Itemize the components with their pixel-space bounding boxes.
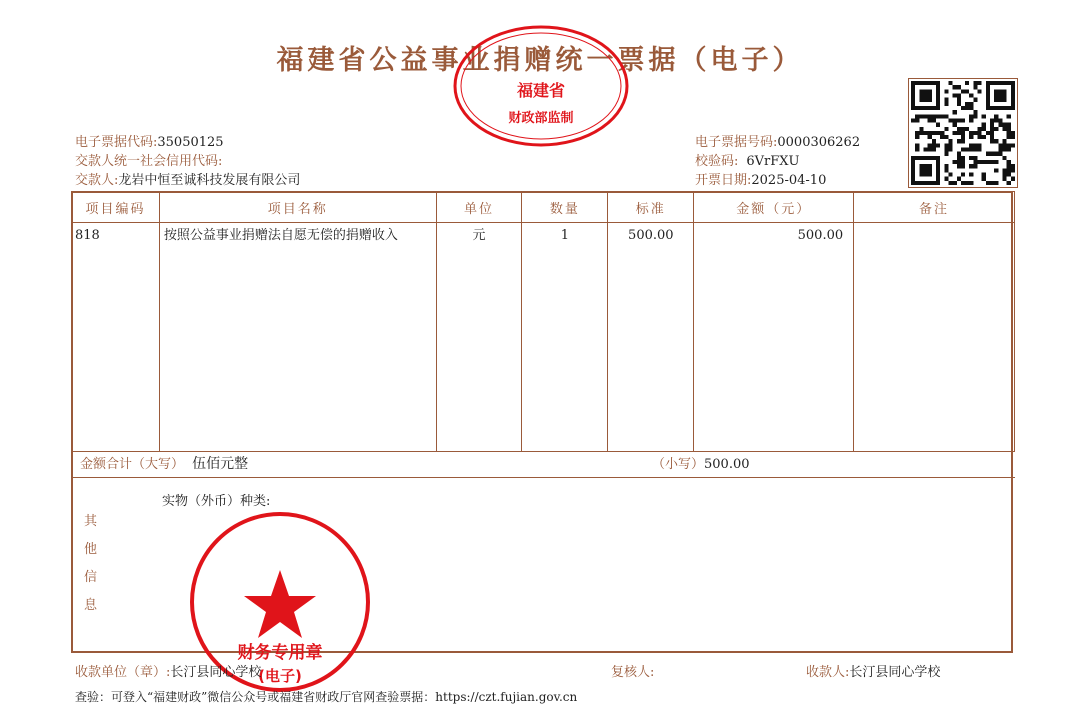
col-header-std: 标准 [608, 192, 694, 223]
col-header-unit: 单位 [436, 192, 522, 223]
table-row [72, 223, 1015, 452]
col-header-code: 项目编码 [72, 192, 160, 223]
total-divider [71, 477, 1015, 478]
payer-label: 交款人: [75, 173, 119, 188]
cell-note [854, 223, 1015, 452]
ticket-number-line [695, 134, 860, 151]
col-header-qty: 数量 [522, 192, 608, 223]
seal-star-icon [244, 570, 316, 638]
qr-code [908, 78, 1018, 188]
seal-center-text: 福建省 [516, 81, 566, 100]
check-code-value: 6VrFXU [746, 154, 800, 169]
check-code-label: 校验码: [695, 154, 739, 169]
cell-amount: 500.00 [694, 223, 854, 452]
check-code-line [695, 153, 800, 170]
total-upper-label: 金额合计（大写） [80, 457, 185, 472]
reviewer-line [611, 661, 654, 680]
ticket-code-value: 35050125 [157, 135, 224, 150]
issue-date-line [695, 172, 826, 189]
col-header-note: 备注 [854, 192, 1015, 223]
payer-value: 龙岩中恒至诚科技发展有限公司 [118, 173, 301, 188]
payee-unit-label: 收款单位（章）: [75, 665, 171, 680]
payee-label: 收款人: [806, 665, 850, 680]
ticket-number-label: 电子票据号码: [695, 135, 778, 150]
cell-qty: 1 [522, 223, 608, 452]
ticket-code-line [75, 134, 224, 151]
issue-date-label: 开票日期: [695, 173, 752, 188]
cell-std: 500.00 [608, 223, 694, 452]
seal-center-text: 财务专用章 [237, 643, 323, 663]
verify-note: 查验：可登入“福建财政”微信公众号或福建省财政厅官网查验票据：https://czt.fujian.gov.cn [75, 690, 578, 704]
payer-credit-line [75, 153, 222, 170]
document-title: 福建省公益事业捐赠统一票据（电子） [276, 45, 804, 76]
payee-line [806, 661, 940, 680]
issue-date-value: 2025-04-10 [751, 173, 827, 188]
payee-unit-value: 长汀县同心学校 [170, 665, 262, 680]
payer-line [75, 172, 300, 189]
other-info-char: 其 [84, 514, 98, 529]
cell-code: 818 [72, 223, 160, 452]
total-lower-label: （小写） [652, 457, 705, 472]
reviewer-label: 复核人: [611, 665, 655, 680]
seal-bottom-text: 财政部监制 [508, 111, 574, 126]
other-info-char: 息 [84, 598, 98, 613]
cell-unit: 元 [436, 223, 522, 452]
other-info-char: 信 [84, 570, 98, 585]
items-table [71, 191, 1015, 452]
col-header-amount: 金额（元） [694, 192, 854, 223]
total-lower-line [652, 456, 750, 473]
total-upper-value: 伍佰元整 [192, 456, 249, 472]
ticket-code-label: 电子票据代码: [75, 135, 158, 150]
other-info-label [84, 508, 100, 620]
supervision-seal [452, 24, 630, 148]
cell-name: 按照公益事业捐赠法自愿无偿的捐赠收入 [159, 223, 436, 452]
payee-unit-line [75, 661, 261, 680]
total-upper-line [80, 456, 248, 473]
ticket-number-value: 0000306262 [777, 135, 861, 150]
goods-type-label: 实物（外币）种类: [162, 494, 271, 509]
table-header-row [72, 192, 1015, 223]
other-info-char: 他 [84, 542, 98, 557]
seal-sub-text: (电子) [258, 667, 302, 685]
payer-credit-label: 交款人统一社会信用代码: [75, 154, 223, 169]
total-lower-value: 500.00 [704, 457, 750, 472]
payee-value: 长汀县同心学校 [849, 665, 941, 680]
col-header-name: 项目名称 [159, 192, 436, 223]
